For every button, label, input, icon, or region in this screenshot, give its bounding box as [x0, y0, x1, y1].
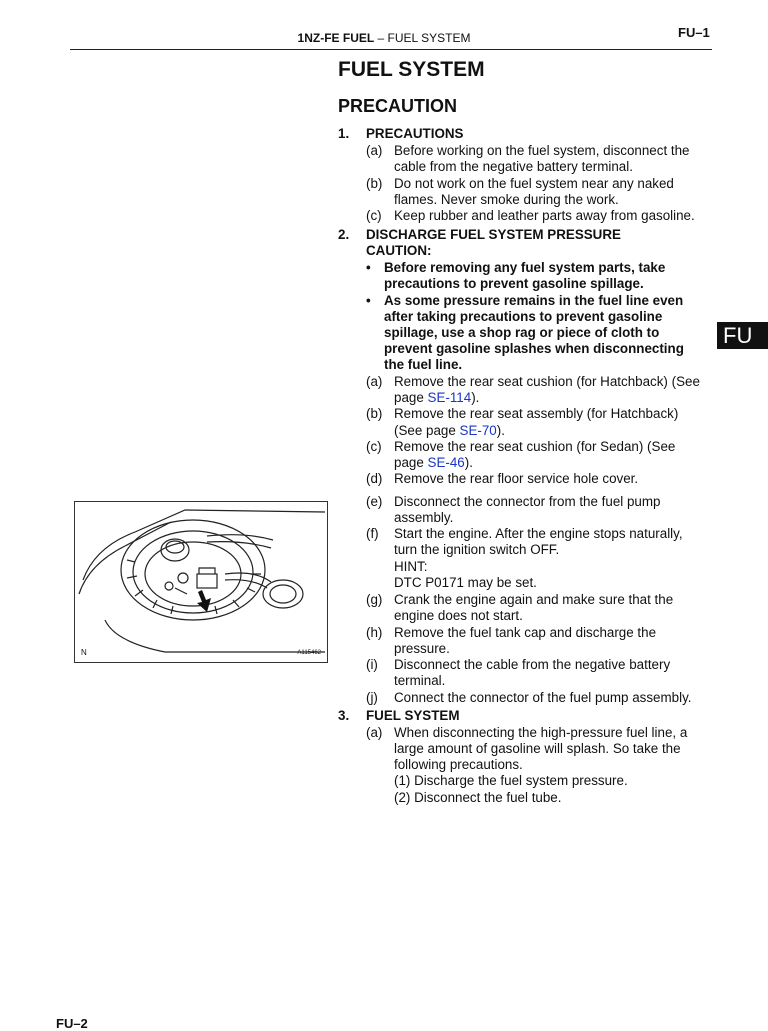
step-text: Keep rubber and leather parts away from gasoline. [394, 208, 695, 223]
step-text: following precautions. [394, 757, 523, 772]
step-label: (d) [366, 471, 383, 486]
step-text: Remove the fuel tank cap and discharge the [394, 625, 657, 640]
step-text-pre: page [394, 390, 428, 405]
caution-text: As some pressure remains in the fuel line even [384, 293, 684, 308]
step-label: (a) [366, 374, 383, 389]
caution-text: Before removing any fuel system parts, take [384, 260, 666, 275]
hint-text: DTC P0171 may be set. [394, 575, 537, 590]
footer-page-code: FU–2 [56, 1016, 88, 1031]
section-tab: FU [717, 322, 768, 349]
page-reference-link[interactable]: SE-114 [427, 390, 472, 405]
step-label: (g) [366, 592, 383, 607]
page-title: FUEL SYSTEM [338, 58, 485, 81]
step-text-pre: (See page [394, 423, 460, 438]
step-label: (b) [366, 406, 383, 421]
step-text-pre: page [394, 455, 428, 470]
arrow-icon [197, 590, 211, 612]
running-header [0, 31, 768, 45]
caution-text: spillage, use a shop rag or piece of cloth to [384, 325, 660, 340]
step-text: Connect the connector of the fuel pump assembly. [394, 690, 692, 705]
step-text-post: ). [471, 390, 480, 405]
step-label: (h) [366, 625, 383, 640]
step-text-post: ). [496, 423, 505, 438]
step-text: terminal. [394, 673, 446, 688]
substep-text: (2) Disconnect the fuel tube. [394, 790, 562, 805]
step-text: engine does not start. [394, 608, 523, 623]
caution-text: the fuel line. [384, 357, 463, 372]
section-heading: FUEL SYSTEM [366, 708, 460, 723]
step-text [394, 423, 505, 439]
caution-text: after taking precautions to prevent gasoline [384, 309, 663, 324]
fuel-pump-drawing [75, 502, 327, 662]
step-text: Disconnect the connector from the fuel pump [394, 494, 661, 509]
header-page-code: FU–1 [678, 25, 710, 40]
step-label: (a) [366, 725, 383, 740]
substep-text: (1) Discharge the fuel system pressure. [394, 773, 628, 788]
step-label: (e) [366, 494, 383, 509]
step-text: Start the engine. After the engine stops naturally, [394, 526, 683, 541]
section-heading: DISCHARGE FUEL SYSTEM PRESSURE [366, 227, 621, 242]
step-text: cable from the negative battery terminal. [394, 159, 633, 174]
step-text: Crank the engine again and make sure that the [394, 592, 674, 607]
caution-label: CAUTION: [366, 243, 432, 258]
step-text: turn the ignition switch OFF. [394, 542, 560, 557]
page-reference-link[interactable]: SE-70 [459, 423, 497, 438]
section-number: 1. [338, 126, 350, 141]
step-text: Remove the rear seat cushion (for Sedan) (See [394, 439, 676, 454]
hint-label: HINT: [394, 559, 428, 574]
step-text: Remove the rear seat cushion (for Hatchback) (See [394, 374, 700, 389]
step-text: flames. Never smoke during the work. [394, 192, 619, 207]
figure-code: A115462 [297, 650, 321, 656]
step-label: (i) [366, 657, 378, 672]
step-text [394, 455, 473, 471]
page-subtitle: PRECAUTION [338, 96, 458, 116]
caution-text: prevent gasoline splashes when disconnecting [384, 341, 684, 356]
step-text: Remove the rear floor service hole cover. [394, 471, 639, 486]
step-text: Remove the rear seat assembly (for Hatchback) [394, 406, 679, 421]
step-text: large amount of gasoline will splash. So take the [394, 741, 681, 756]
step-text: Do not work on the fuel system near any naked [394, 176, 674, 191]
page-reference-link[interactable]: SE-46 [427, 455, 465, 470]
fuel-pump-illustration [74, 501, 328, 663]
step-label: (b) [366, 176, 383, 191]
step-text-post: ). [464, 455, 473, 470]
step-text: Disconnect the cable from the negative battery [394, 657, 671, 672]
section-number: 2. [338, 227, 350, 242]
section-number: 3. [338, 708, 350, 723]
bullet-icon: • [366, 293, 371, 308]
bullet-icon: • [366, 260, 371, 275]
step-text: pressure. [394, 641, 450, 656]
step-text: assembly. [394, 510, 454, 525]
caution-text: precautions to prevent gasoline spillage. [384, 276, 644, 291]
step-label: (j) [366, 690, 378, 705]
header-rule [70, 49, 712, 50]
header-separator: – [374, 31, 388, 45]
step-label: (c) [366, 439, 382, 454]
figure-corner-label: N [81, 648, 87, 657]
step-text [394, 390, 479, 406]
step-label: (c) [366, 208, 382, 223]
section-heading: PRECAUTIONS [366, 126, 464, 141]
step-text: When disconnecting the high-pressure fuel line, a [394, 725, 688, 740]
header-section: FUEL SYSTEM [387, 31, 471, 45]
step-label: (a) [366, 143, 383, 158]
step-text: Before working on the fuel system, disconnect the [394, 143, 690, 158]
step-label: (f) [366, 526, 379, 541]
header-engine: 1NZ-FE FUEL [297, 31, 375, 45]
